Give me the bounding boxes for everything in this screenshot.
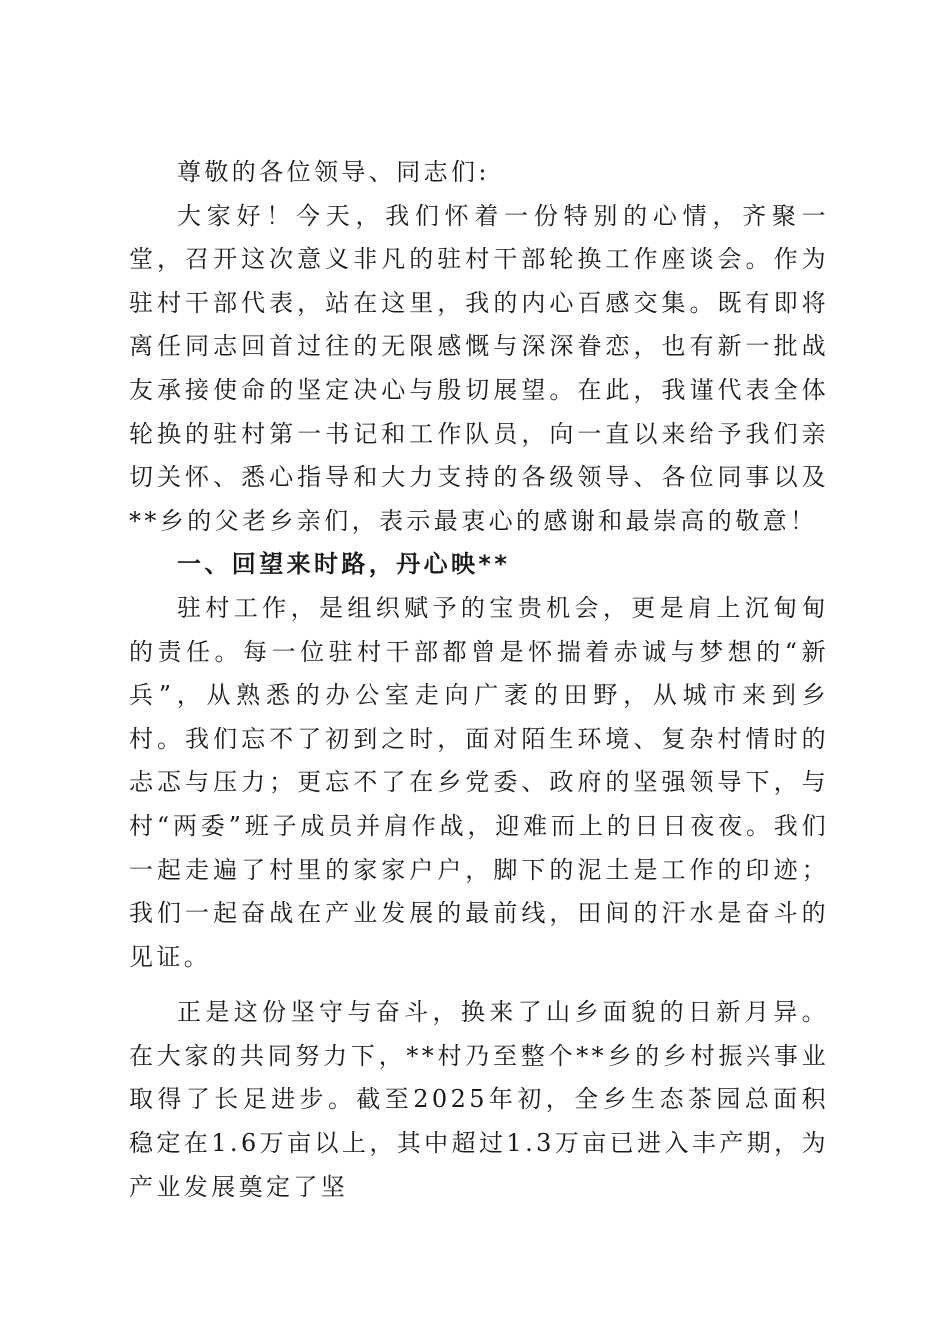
- section-heading: 一、回望来时路，丹心映**: [177, 550, 511, 579]
- body-paragraph: 驻村工作，是组织赋予的宝贵机会，更是肩上沉甸甸的责任。每一位驻村干部都曾是怀揣着赤诚与梦想的“新兵”，从熟悉的办公室走向广袤的田野，从城市来到乡村。我们忘不了初到之时，面对陌生环境、复杂村情时的忐忑与压力；更忘不了在乡党委、政府的坚强领导下，与村“两委”班子成员并肩作战，迎难而上的日日夜夜。我们一起走遍了村里的家家户户，脚下的泥土是工作的印迹；我们一起奋战在产业发展的最前线，田间的汗水是奋斗的见证。: [129, 593, 829, 971]
- document-body: [129, 151, 829, 1209]
- salutation: 尊敬的各位领导、同志们:: [177, 158, 490, 186]
- intro-paragraph: 大家好！今天，我们怀着一份特别的心情，齐聚一堂，召开这次意义非凡的驻村干部轮换工作座谈会。作为驻村干部代表，站在这里，我的内心百感交集。既有即将离任同志回首过往的无限感慨与深深眷恋，也有新一批战友承接使命的坚定决心与殷切展望。在此，我谨代表全体轮换的驻村第一书记和工作队员，向一直以来给予我们亲切关怀、悉心指导和大力支持的各级领导、各位同事以及**乡的父老乡亲们，表示最衷心的感谢和最崇高的敬意！: [129, 201, 829, 535]
- paragraph-gap: [129, 979, 829, 991]
- body-paragraph: 正是这份坚守与奋斗，换来了山乡面貌的日新月异。在大家的共同努力下，**村乃至整个**乡的乡村振兴事业取得了长足进步。截至2025年初，全乡生态茶园总面积稳定在1.6万亩以上，其中超过1.3万亩已进入丰产期，为产业发展奠定了坚: [129, 998, 829, 1201]
